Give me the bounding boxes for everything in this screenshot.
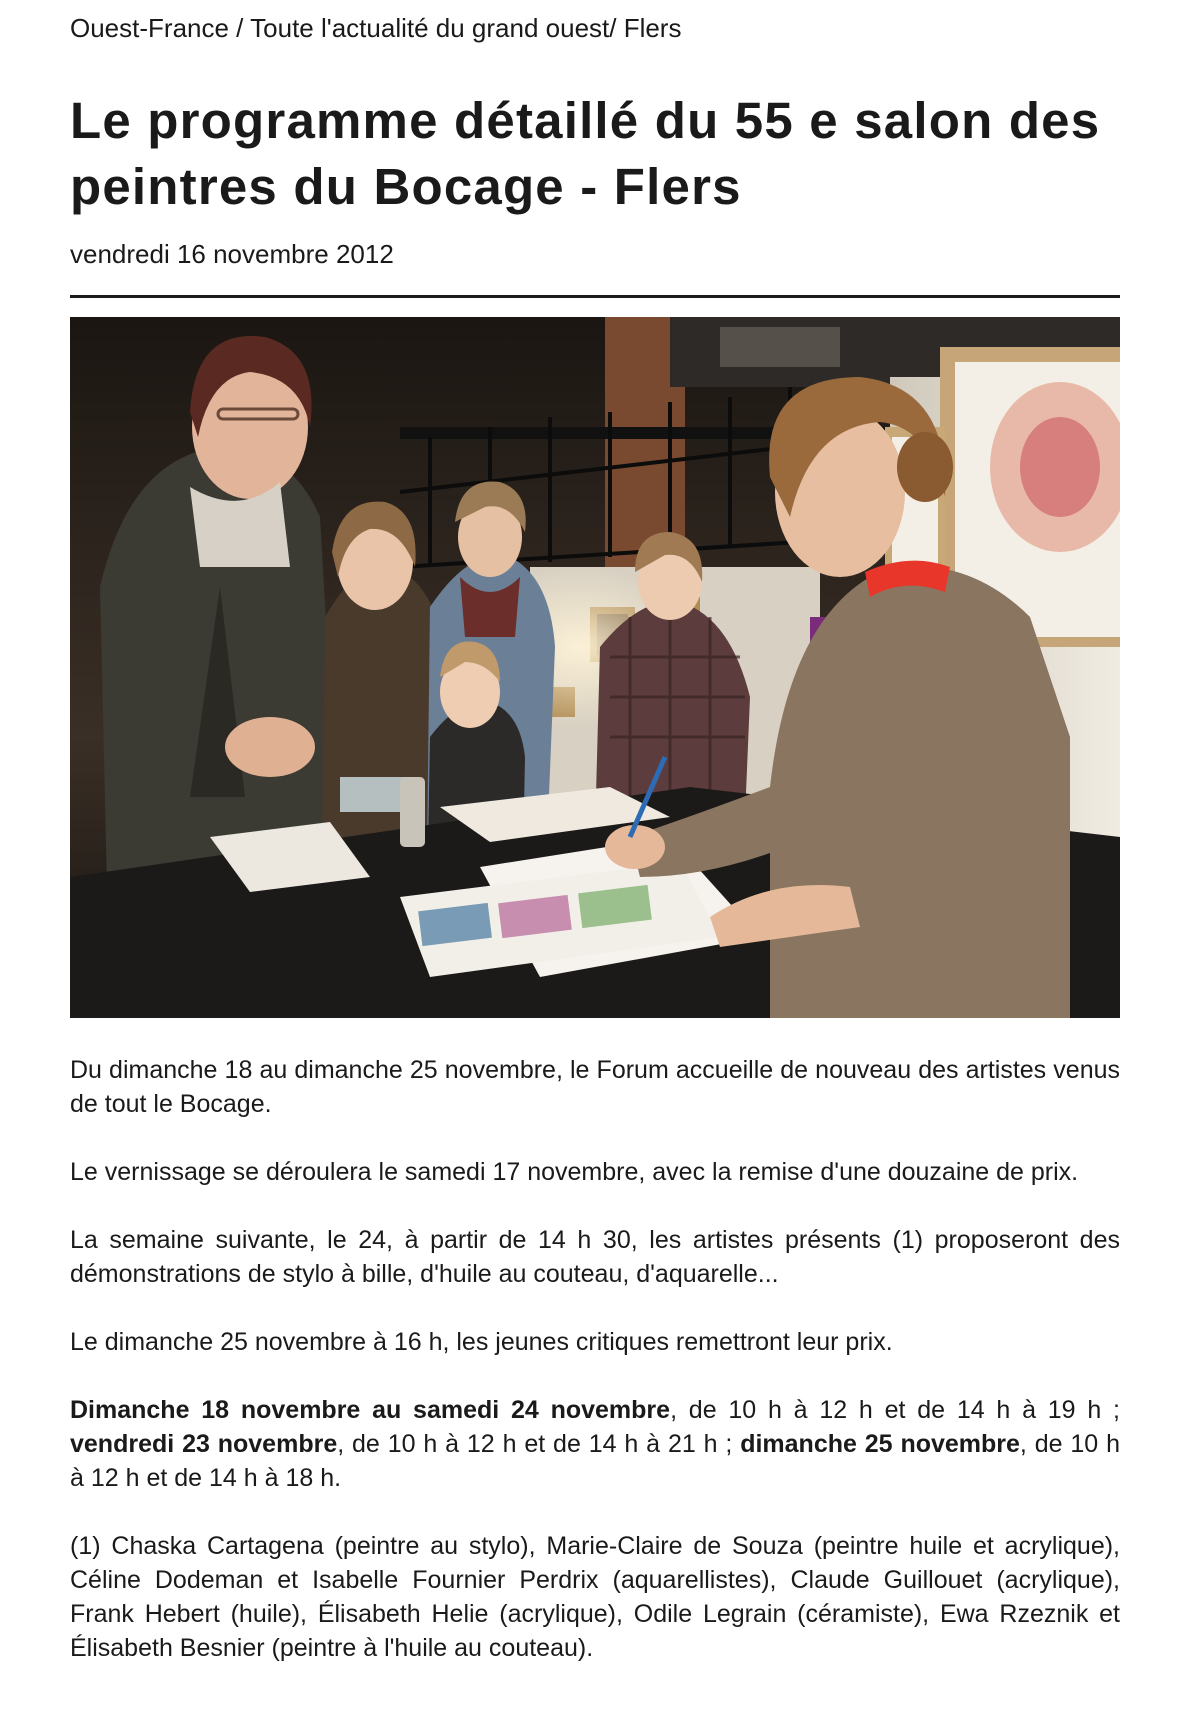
title-divider [70,295,1120,298]
article-body [70,1053,1120,1699]
schedule-hours-2: , de 10 h à 12 h et de 14 h à 21 h ; [337,1430,741,1458]
paragraph: La semaine suivante, le 24, à partir de 14 h 30, les artistes présents (1) proposeront des démonstrations de stylo à bille, d'huile au couteau, d'aquarelle... [70,1226,1120,1288]
article-title: Le programme détaillé du 55 e salon des peintres du Bocage - Flers [70,92,1101,215]
paragraph: Le vernissage se déroulera le samedi 17 novembre, avec la remise d'une douzaine de prix. [70,1158,1079,1186]
paragraph: Du dimanche 18 au dimanche 25 novembre, le Forum accueille de nouveau des artistes venus de tout le Bocage. [70,1056,1120,1118]
article-date: vendredi 16 novembre 2012 [70,239,394,269]
article-photo [70,317,1120,1018]
paragraph: Le dimanche 25 novembre à 16 h, les jeunes critiques remettront leur prix. [70,1328,893,1356]
schedule-period-2: vendredi 23 novembre [70,1430,338,1458]
breadcrumb[interactable]: Ouest-France / Toute l'actualité du grand ouest/ Flers [70,13,682,43]
schedule-period-3: dimanche 25 novembre [740,1430,1020,1458]
schedule-period-1: Dimanche 18 novembre au samedi 24 novembre [70,1396,671,1424]
footnote: (1) Chaska Cartagena (peintre au stylo), Marie-Claire de Souza (peintre huile et acrylique), Céline Dodeman et Isabelle Fournier Perdrix (aquarellistes), Claude Guillouet (acrylique), Frank Hebert (huile), Élisabeth Helie (acrylique), Odile Legrain (céramiste), Ewa Rzeznik et Élisabeth Besnier (peintre à l'huile au couteau). [70,1532,1120,1662]
schedule-hours-3: , de 10 h à 12 h et de 14 h à 18 h. [70,1430,1120,1492]
schedule-paragraph [70,1393,1120,1495]
photo-illustration [70,317,1120,1018]
schedule-hours-1: , de 10 h à 12 h et de 14 h à 19 h ; [670,1396,1120,1424]
